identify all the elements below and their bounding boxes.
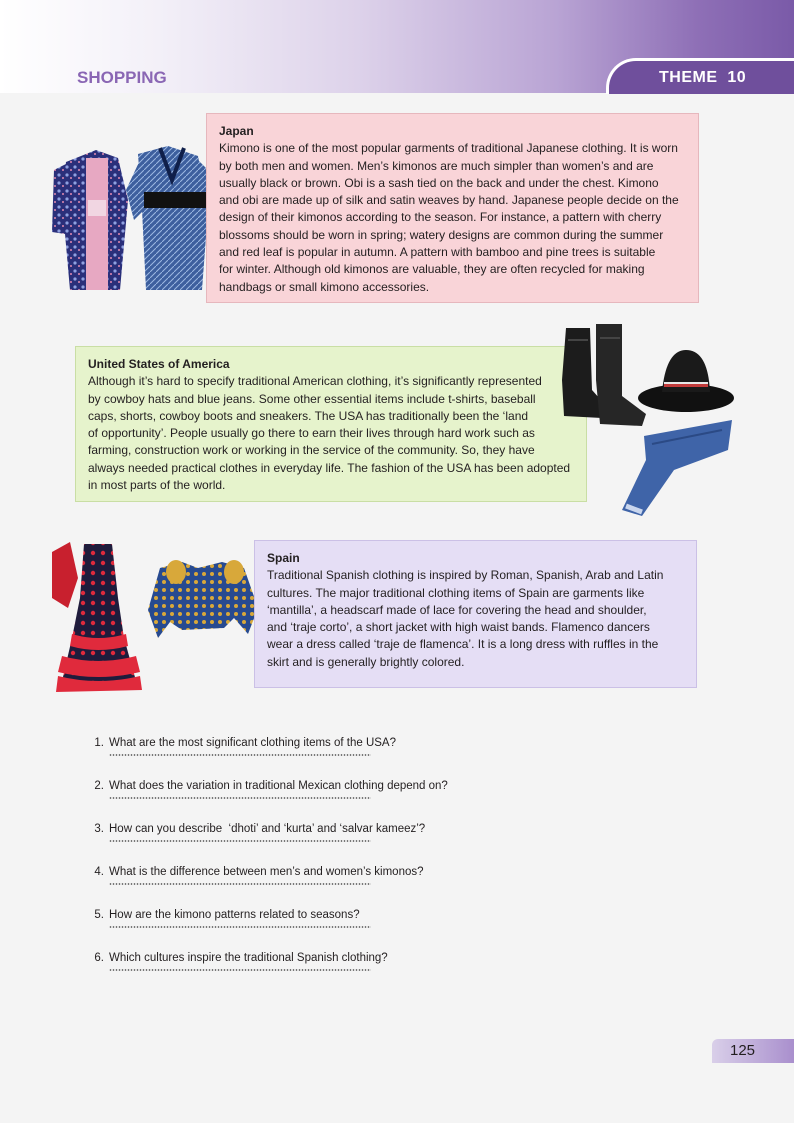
usa-line: by cowboy hats and blue jeans. Some other essential items include t-shirts, baseball [88, 391, 536, 406]
kimono-illustration [48, 140, 220, 300]
usa-line: caps, shorts, cowboy boots and sneakers. The USA has traditionally been the ‘land [88, 408, 529, 423]
spain-heading: Spain [267, 551, 300, 565]
question-number: 4. [94, 866, 104, 878]
japan-line: handbags or small kimono accessories. [219, 279, 430, 294]
spain-line: cultures. The major traditional clothing items of Spain are garments like [267, 585, 645, 600]
flamenco-illustration [48, 538, 268, 698]
usa-text-box [75, 346, 587, 502]
answer-line [109, 754, 371, 756]
answer-line [109, 883, 371, 885]
question-item [90, 823, 510, 866]
answer-line [109, 840, 371, 842]
question-text: What are the most significant clothing items of the USA? [109, 737, 396, 749]
japan-line: and red leaf is popular in autumn. A pattern with bamboo and pine trees is suitable [219, 245, 656, 260]
question-text: What does the variation in traditional Mexican clothing depend on? [109, 780, 448, 792]
question-number: 2. [94, 780, 104, 792]
question-item [90, 866, 510, 909]
question-text: What is the difference between men’s and women’s kimonos? [109, 866, 424, 878]
spain-line: ‘mantilla’, a headscarf made of lace for covering the head and shoulder, [267, 602, 647, 617]
japan-line: for winter. Although old kimonos are valuable, they are often recycled for making [219, 262, 645, 277]
japan-heading: Japan [219, 124, 254, 138]
spain-line: wear a dress called ‘traje de flamenca’. It is a long dress with ruffles in the [267, 637, 659, 652]
question-number: 6. [94, 952, 104, 964]
usa-line: always needed practical clothes in everyday life. The fashion of the USA has been adopted [88, 460, 571, 475]
japan-line: by both men and women. Men’s kimonos are much simpler than women’s and are [219, 158, 654, 173]
page-number: 125 [730, 1042, 756, 1059]
usa-line: Although it’s hard to specify traditional American clothing, it’s significantly represented [88, 374, 542, 389]
japan-line: and obi are made up of silk and satin weaves by hand. Japanese people decide on the [219, 193, 679, 208]
spain-line: Traditional Spanish clothing is inspired by Roman, Spanish, Arab and Latin [267, 568, 664, 583]
question-number: 3. [94, 823, 104, 835]
answer-line [109, 797, 371, 799]
question-text: How can you describe ‘dhoti’ and ‘kurta’ and ‘salvar kameez’? [109, 823, 426, 835]
usa-line: of opportunity’. People usually go there to earn their lives through hard work such as [88, 426, 535, 441]
usa-line: in most parts of the world. [88, 478, 226, 493]
section-title: SHOPPING [77, 68, 167, 87]
question-text: How are the kimono patterns related to seasons? [109, 909, 360, 921]
usa-heading: United States of America [88, 357, 230, 371]
question-number: 5. [94, 909, 104, 921]
question-item [90, 737, 510, 780]
question-item [90, 780, 510, 823]
spain-line: and ‘traje corto’, a short jacket with high waist bands. Flamenco dancers [267, 620, 650, 635]
question-item [90, 909, 510, 952]
theme-tab [606, 58, 794, 94]
japan-line: blossoms should be worn in spring; watery designs are common during the summer [219, 227, 664, 242]
spain-line: skirt and is generally brightly colored. [267, 654, 465, 669]
answer-line [109, 969, 371, 971]
japan-line: design of their kimonos according to the season. For instance, a pattern with cherry [219, 210, 662, 225]
cowboy-illustration [556, 320, 736, 530]
question-list [90, 737, 510, 995]
question-item [90, 952, 510, 995]
spain-text-box [254, 540, 697, 688]
page-number-tab [712, 1039, 794, 1063]
japan-text-box [206, 113, 699, 303]
japan-line: Kimono is one of the most popular garments of traditional Japanese clothing. It is worn [219, 141, 678, 156]
question-text: Which cultures inspire the traditional Spanish clothing? [109, 952, 388, 964]
question-number: 1. [94, 737, 104, 749]
answer-line [109, 926, 371, 928]
theme-label: THEME 10 [659, 69, 747, 86]
japan-line: usually black or brown. Obi is a sash tied on the back and under the chest. Kimono [219, 175, 659, 190]
usa-line: farming, construction work or working in the service of the community. So, they have [88, 443, 535, 458]
